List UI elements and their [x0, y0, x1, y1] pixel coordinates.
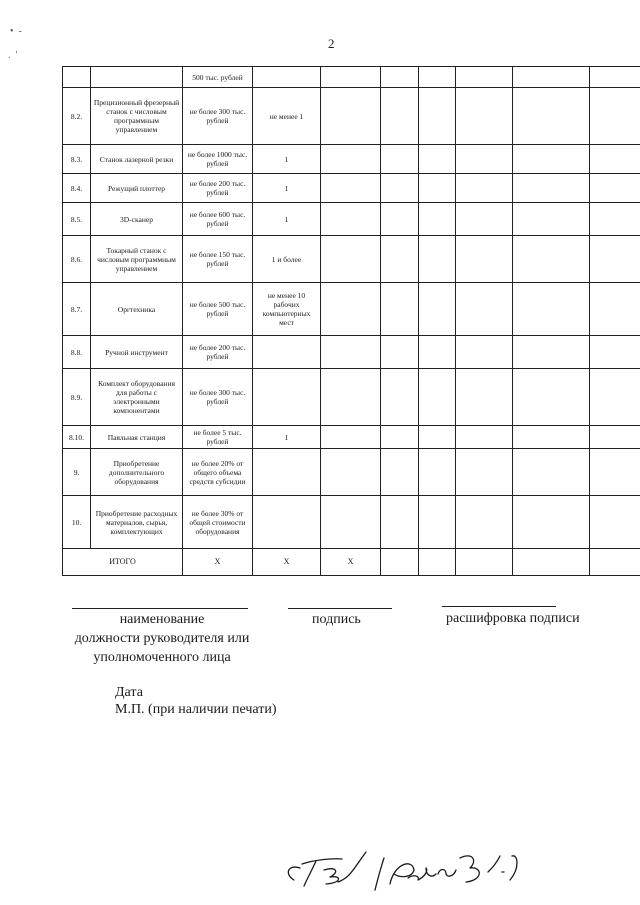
equipment-budget-table	[62, 66, 640, 576]
cost-limit: не более 200 тыс. рублей	[183, 174, 253, 203]
item-name: Станок лазерной резки	[91, 145, 183, 174]
empty-cell	[419, 145, 456, 174]
position-line	[72, 608, 248, 609]
empty-cell	[456, 88, 513, 145]
cost-limit: 500 тыс. рублей	[183, 67, 253, 88]
empty-cell	[381, 449, 419, 496]
empty-cell	[419, 496, 456, 549]
quantity	[253, 67, 321, 88]
empty-cell	[590, 496, 640, 549]
quantity: 1	[253, 426, 321, 449]
item-name: Комплект оборудования для работы с электронными компонентами	[91, 369, 183, 426]
quantity: 1	[253, 145, 321, 174]
quantity: 1	[253, 174, 321, 203]
cost-limit: не более 30% от общей стоимости оборудования	[183, 496, 253, 549]
empty-cell	[419, 283, 456, 336]
empty-cell	[590, 549, 640, 576]
table-row	[63, 426, 640, 449]
total-mark: X	[183, 549, 253, 576]
empty-cell	[381, 283, 419, 336]
empty-cell	[456, 426, 513, 449]
row-number: 8.4.	[63, 174, 91, 203]
empty-cell	[381, 549, 419, 576]
empty-cell	[456, 236, 513, 283]
empty-cell	[513, 174, 590, 203]
item-name: Приобретение расходных материалов, сырья, комплектующих	[91, 496, 183, 549]
table-row	[63, 449, 640, 496]
position-caption: наименование должности руководителя или уполномоченного лица	[74, 612, 250, 665]
row-number: 8.2.	[63, 88, 91, 145]
empty-cell	[513, 145, 590, 174]
item-name: Режущий плоттер	[91, 174, 183, 203]
row-number: 9.	[63, 449, 91, 496]
empty-cell	[590, 426, 640, 449]
total-mark: X	[321, 549, 381, 576]
empty-cell	[419, 174, 456, 203]
empty-cell	[513, 549, 590, 576]
empty-cell	[321, 88, 381, 145]
item-name: Прецизионный фрезерный станок с числовым программным управлением	[91, 88, 183, 145]
item-name: Оргтехника	[91, 283, 183, 336]
decoding-caption: расшифровка подписи	[446, 611, 580, 626]
table-row	[63, 145, 640, 174]
empty-cell	[321, 369, 381, 426]
cost-limit: не более 600 тыс. рублей	[183, 203, 253, 236]
seal-label: М.П. (при наличии печати)	[115, 702, 277, 717]
cost-limit: не более 300 тыс. рублей	[183, 88, 253, 145]
empty-cell	[381, 236, 419, 283]
empty-cell	[381, 426, 419, 449]
signature-caption: подпись	[312, 612, 361, 627]
empty-cell	[321, 67, 381, 88]
empty-cell	[513, 426, 590, 449]
empty-cell	[419, 203, 456, 236]
table-row	[63, 496, 640, 549]
quantity	[253, 496, 321, 549]
empty-cell	[456, 449, 513, 496]
table-row	[63, 236, 640, 283]
signature-line	[288, 608, 392, 609]
quantity	[253, 369, 321, 426]
empty-cell	[513, 369, 590, 426]
empty-cell	[456, 67, 513, 88]
empty-cell	[590, 174, 640, 203]
empty-cell	[419, 67, 456, 88]
item-name: Паяльная станция	[91, 426, 183, 449]
empty-cell	[419, 549, 456, 576]
empty-cell	[513, 336, 590, 369]
quantity: не менее 1	[253, 88, 321, 145]
row-number: 8.5.	[63, 203, 91, 236]
empty-cell	[590, 203, 640, 236]
quantity: 1	[253, 203, 321, 236]
empty-cell	[456, 336, 513, 369]
table-row	[63, 336, 640, 369]
table-row	[63, 369, 640, 426]
item-name: Токарный станок с числовым программным управлением	[91, 236, 183, 283]
scan-mark: . '	[8, 50, 18, 61]
empty-cell	[419, 369, 456, 426]
empty-cell	[456, 174, 513, 203]
page-number: 2	[328, 36, 335, 51]
empty-cell	[590, 67, 640, 88]
empty-cell	[381, 145, 419, 174]
row-number	[63, 67, 91, 88]
table-row	[63, 88, 640, 145]
date-label: Дата	[115, 685, 143, 700]
empty-cell	[321, 426, 381, 449]
empty-cell	[590, 145, 640, 174]
empty-cell	[419, 236, 456, 283]
empty-cell	[381, 88, 419, 145]
quantity: не менее 10 рабочих компьютерных мест	[253, 283, 321, 336]
quantity	[253, 336, 321, 369]
empty-cell	[590, 236, 640, 283]
total-mark: X	[253, 549, 321, 576]
empty-cell	[590, 369, 640, 426]
empty-cell	[321, 145, 381, 174]
cost-limit: не более 150 тыс. рублей	[183, 236, 253, 283]
empty-cell	[381, 67, 419, 88]
empty-cell	[456, 549, 513, 576]
row-number: 8.3.	[63, 145, 91, 174]
empty-cell	[381, 336, 419, 369]
row-number: 8.8.	[63, 336, 91, 369]
empty-cell	[456, 369, 513, 426]
total-row	[63, 549, 640, 576]
empty-cell	[513, 67, 590, 88]
table-row	[63, 283, 640, 336]
table-row	[63, 174, 640, 203]
empty-cell	[321, 174, 381, 203]
empty-cell	[381, 174, 419, 203]
empty-cell	[513, 236, 590, 283]
total-label: ИТОГО	[63, 549, 183, 576]
cost-limit: не более 300 тыс. рублей	[183, 369, 253, 426]
empty-cell	[381, 203, 419, 236]
row-number: 8.9.	[63, 369, 91, 426]
empty-cell	[321, 336, 381, 369]
row-number: 10.	[63, 496, 91, 549]
empty-cell	[513, 88, 590, 145]
cost-limit: не более 5 тыс. рублей	[183, 426, 253, 449]
empty-cell	[590, 283, 640, 336]
empty-cell	[321, 449, 381, 496]
quantity	[253, 449, 321, 496]
empty-cell	[456, 283, 513, 336]
empty-cell	[419, 426, 456, 449]
empty-cell	[590, 336, 640, 369]
empty-cell	[419, 88, 456, 145]
item-name: Ручной инструмент	[91, 336, 183, 369]
table-row	[63, 67, 640, 88]
empty-cell	[590, 449, 640, 496]
cost-limit: не более 1000 тыс. рублей	[183, 145, 253, 174]
cost-limit: не более 500 тыс. рублей	[183, 283, 253, 336]
row-number: 8.6.	[63, 236, 91, 283]
empty-cell	[513, 449, 590, 496]
empty-cell	[456, 203, 513, 236]
table-row	[63, 203, 640, 236]
empty-cell	[321, 283, 381, 336]
quantity: 1 и более	[253, 236, 321, 283]
item-name: 3D-сканер	[91, 203, 183, 236]
empty-cell	[513, 203, 590, 236]
empty-cell	[321, 496, 381, 549]
empty-cell	[381, 496, 419, 549]
empty-cell	[419, 336, 456, 369]
empty-cell	[456, 496, 513, 549]
empty-cell	[513, 496, 590, 549]
empty-cell	[321, 203, 381, 236]
empty-cell	[456, 145, 513, 174]
decoding-line	[442, 606, 556, 607]
empty-cell	[321, 236, 381, 283]
scan-mark: • -	[10, 26, 22, 37]
handwritten-signature	[280, 838, 550, 898]
empty-cell	[513, 283, 590, 336]
cost-limit: не более 200 тыс. рублей	[183, 336, 253, 369]
empty-cell	[381, 369, 419, 426]
empty-cell	[590, 88, 640, 145]
row-number: 8.7.	[63, 283, 91, 336]
item-name: Приобретение дополнительного оборудования	[91, 449, 183, 496]
cost-limit: не более 20% от общего объема средств субсидии	[183, 449, 253, 496]
empty-cell	[419, 449, 456, 496]
item-name	[91, 67, 183, 88]
row-number: 8.10.	[63, 426, 91, 449]
